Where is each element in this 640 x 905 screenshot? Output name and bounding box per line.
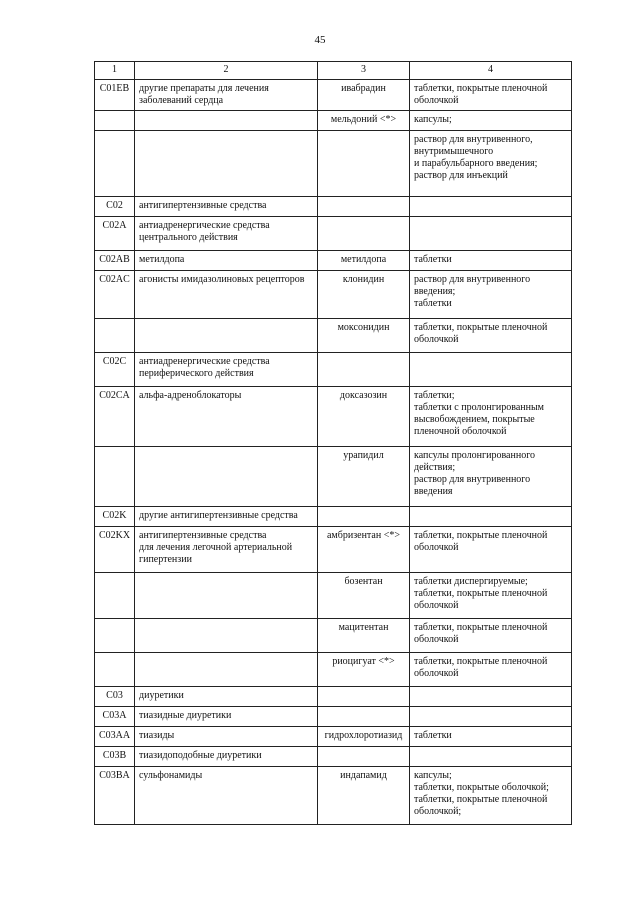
cell-group: антиадренергические средства периферического действия [135, 353, 318, 387]
cell-code [95, 447, 135, 507]
table-row [95, 707, 572, 727]
table-row [95, 527, 572, 573]
cell-group: альфа-адреноблокаторы [135, 387, 318, 447]
cell-drug [318, 131, 410, 197]
cell-form: капсулы пролонгированного действия; раствор для внутривенного введения [410, 447, 572, 507]
cell-group [135, 619, 318, 653]
cell-group [135, 447, 318, 507]
table-header-row [95, 62, 572, 80]
cell-group [135, 573, 318, 619]
cell-code: C02A [95, 217, 135, 251]
table-row [95, 447, 572, 507]
table-row [95, 387, 572, 447]
table-row [95, 353, 572, 387]
cell-drug: амбризентан <*> [318, 527, 410, 573]
cell-group: тиазидоподобные диуретики [135, 747, 318, 767]
cell-group [135, 319, 318, 353]
cell-group: агонисты имидазолиновых рецепторов [135, 271, 318, 319]
cell-code [95, 653, 135, 687]
cell-drug: клонидин [318, 271, 410, 319]
table-row [95, 251, 572, 271]
table-row [95, 507, 572, 527]
cell-form [410, 197, 572, 217]
cell-code: C02AC [95, 271, 135, 319]
drug-table [94, 61, 572, 825]
cell-form [410, 687, 572, 707]
cell-code: C02 [95, 197, 135, 217]
cell-form: таблетки [410, 727, 572, 747]
cell-group: метилдопа [135, 251, 318, 271]
column-header: 2 [135, 62, 318, 80]
cell-form: таблетки, покрытые пленочной оболочкой [410, 527, 572, 573]
cell-drug [318, 747, 410, 767]
cell-code [95, 131, 135, 197]
cell-form: раствор для внутривенного, внутримышечного и парабульбарного введения; раствор для инъекций [410, 131, 572, 197]
cell-code: C01EB [95, 80, 135, 111]
cell-code: C03 [95, 687, 135, 707]
cell-group: диуретики [135, 687, 318, 707]
cell-code [95, 619, 135, 653]
page-number: 45 [314, 34, 326, 46]
cell-drug [318, 353, 410, 387]
cell-group [135, 111, 318, 131]
cell-code [95, 319, 135, 353]
cell-form: таблетки, покрытые пленочной оболочкой [410, 619, 572, 653]
table-row [95, 619, 572, 653]
cell-group: сульфонамиды [135, 767, 318, 825]
cell-group: другие препараты для лечения заболеваний сердца [135, 80, 318, 111]
cell-form [410, 217, 572, 251]
cell-code: C03B [95, 747, 135, 767]
column-header: 3 [318, 62, 410, 80]
table-row [95, 80, 572, 111]
cell-drug: бозентан [318, 573, 410, 619]
cell-drug: ивабрадин [318, 80, 410, 111]
cell-code: C03A [95, 707, 135, 727]
table-row [95, 653, 572, 687]
cell-drug [318, 217, 410, 251]
column-header: 1 [95, 62, 135, 80]
cell-drug: мельдоний <*> [318, 111, 410, 131]
table-row [95, 687, 572, 707]
cell-group [135, 131, 318, 197]
cell-group: другие антигипертензивные средства [135, 507, 318, 527]
cell-group: антигипертензивные средства [135, 197, 318, 217]
cell-drug: риоцигуат <*> [318, 653, 410, 687]
cell-drug: урапидил [318, 447, 410, 507]
cell-form: раствор для внутривенного введения; таблетки [410, 271, 572, 319]
column-header: 4 [410, 62, 572, 80]
table-row [95, 197, 572, 217]
table-row [95, 271, 572, 319]
cell-code [95, 573, 135, 619]
cell-form [410, 353, 572, 387]
cell-form [410, 707, 572, 727]
cell-drug [318, 707, 410, 727]
cell-form [410, 747, 572, 767]
cell-code: C02K [95, 507, 135, 527]
cell-form: таблетки [410, 251, 572, 271]
cell-form: капсулы; таблетки, покрытые оболочкой; таблетки, покрытые пленочной оболочкой; [410, 767, 572, 825]
cell-drug: индапамид [318, 767, 410, 825]
cell-code: C02AB [95, 251, 135, 271]
cell-group [135, 653, 318, 687]
table-row [95, 319, 572, 353]
cell-group: антиадренергические средства центрального действия [135, 217, 318, 251]
cell-group: тиазиды [135, 727, 318, 747]
cell-form: капсулы; [410, 111, 572, 131]
cell-drug: доксазозин [318, 387, 410, 447]
table-row [95, 111, 572, 131]
cell-drug [318, 507, 410, 527]
cell-form [410, 507, 572, 527]
cell-group: антигипертензивные средства для лечения легочной артериальной гипертензии [135, 527, 318, 573]
cell-form: таблетки; таблетки с пролонгированным высвобождением, покрытые пленочной оболочкой [410, 387, 572, 447]
cell-group: тиазидные диуретики [135, 707, 318, 727]
cell-form: таблетки, покрытые пленочной оболочкой [410, 80, 572, 111]
cell-form: таблетки, покрытые пленочной оболочкой [410, 319, 572, 353]
cell-form: таблетки, покрытые пленочной оболочкой [410, 653, 572, 687]
table-row [95, 767, 572, 825]
cell-code: C03BA [95, 767, 135, 825]
cell-code: C02C [95, 353, 135, 387]
cell-code: C02CA [95, 387, 135, 447]
cell-drug: метилдопа [318, 251, 410, 271]
table-row [95, 747, 572, 767]
cell-code [95, 111, 135, 131]
table-row [95, 131, 572, 197]
cell-drug: мацитентан [318, 619, 410, 653]
cell-code: C02KX [95, 527, 135, 573]
cell-drug: моксонидин [318, 319, 410, 353]
table-row [95, 573, 572, 619]
cell-form: таблетки диспергируемые; таблетки, покрытые пленочной оболочкой [410, 573, 572, 619]
cell-drug [318, 687, 410, 707]
table-row [95, 217, 572, 251]
cell-drug [318, 197, 410, 217]
table-row [95, 727, 572, 747]
cell-code: C03AA [95, 727, 135, 747]
cell-drug: гидрохлоротиазид [318, 727, 410, 747]
